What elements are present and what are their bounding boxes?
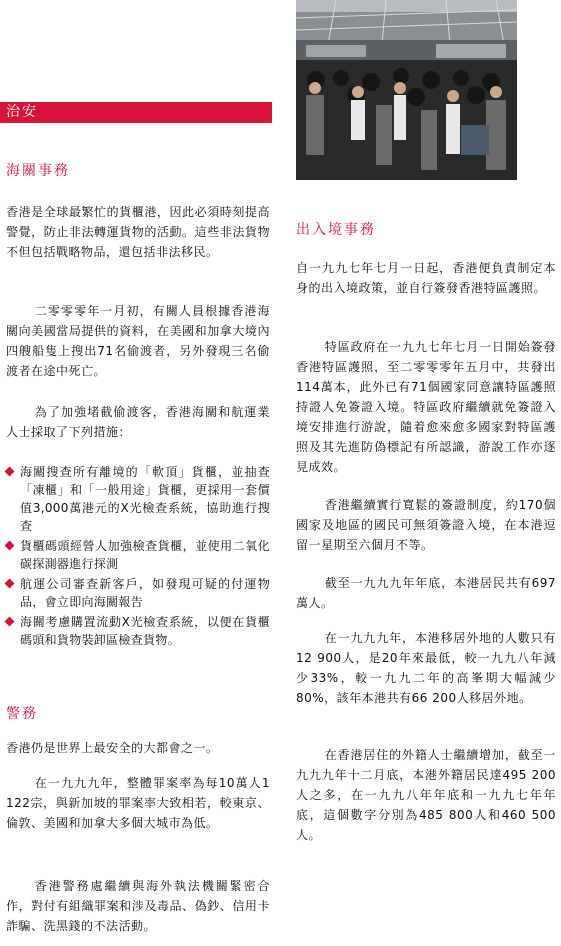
police-paragraph-3: 香港警務處繼續與海外執法機關緊密合作，對付有組織罪案和涉及毒品、偽鈔、信用卡詐騙、洗黑錢的不法活動。	[6, 879, 270, 933]
immigration-paragraph-4: 截至一九九九年年底，本港居民共有697萬人。	[296, 576, 556, 610]
customs-heading: 海關事務	[6, 163, 70, 179]
immigration-paragraph-6: 在香港居住的外籍人士繼續增加，截至一九九九年十二月底，本港外籍居民達495 200人之多，在一九九八年年底和一九九七年年底，這個數字分別為485 800人和460 500人。	[296, 748, 556, 842]
customs-paragraph-3: 為了加強堵截偷渡客，香港海關和航運業人士採取了下列措施：	[6, 405, 270, 439]
immigration-paragraph-3: 香港繼續實行寬鬆的簽證制度，約170個國家及地區的國民可無須簽證入境，在本港逗留一星期至六個月不等。	[296, 498, 556, 552]
measure-text: 海關搜查所有離境的「軟頂」貨櫃，並抽查「凍櫃」和「一般用途」貨櫃，更採用一套價值3,000萬港元的X光檢查系統，協助進行搜查	[20, 465, 270, 533]
measure-text: 海關考慮購置流動X光檢查系統，以便在貨櫃碼頭和貨物裝卸區檢查貨物。	[20, 615, 270, 647]
list-item	[6, 463, 270, 535]
airport-crowd-photo	[296, 0, 517, 180]
bullet-icon	[5, 541, 15, 551]
police-paragraph-1: 香港仍是世界上最安全的大都會之一。	[6, 741, 219, 755]
bullet-icon	[5, 467, 15, 477]
measure-text: 貨櫃碼頭經營人加強檢查貨櫃，並使用二氧化碳探測器進行探測	[20, 539, 270, 571]
customs-measures-list	[6, 463, 270, 651]
customs-paragraph-2: 二零零零年一月初，有關人員根據香港海關向美國當局提供的資料，在美國和加拿大境內四艘船隻上搜出71名偷渡者，另外發現三名偷渡者在途中死亡。	[6, 304, 270, 378]
list-item	[6, 537, 270, 573]
customs-paragraph-1: 香港是全球最繁忙的貨櫃港，因此必須時刻提高警覺，防止非法轉運貨物的活動。這些非法貨物不但包括戰略物品，還包括非法移民。	[6, 205, 270, 259]
list-item	[6, 613, 270, 649]
list-item	[6, 575, 270, 611]
bullet-icon	[5, 579, 15, 589]
police-heading: 警務	[6, 706, 38, 722]
bullet-icon	[5, 617, 15, 627]
photo-illustration	[296, 0, 517, 180]
section-band: 治安	[0, 102, 272, 123]
immigration-paragraph-2: 特區政府在一九九七年七月一日開始簽發香港特區護照，至二零零零年五月中，共發出114萬本，此外已有71個國家同意讓特區護照持證人免簽證入境。特區政府繼續就免簽證入境安排進行游說，隨着愈來愈多國家對特區護照及其先進防偽標記有所認識，游說工作亦逐見成效。	[296, 340, 556, 474]
measure-text: 航運公司審查新客戶，如發現可疑的付運物品，會立即向海關報告	[20, 577, 270, 609]
police-paragraph-2: 在一九九九年，整體罪案率為每10萬人1 122宗，與新加坡的罪案率大致相若，較東京、倫敦、美國和加拿大多個大城市為低。	[6, 776, 270, 830]
immigration-paragraph-1: 自一九九七年七月一日起，香港便負責制定本身的出入境政策，並自行簽發香港特區護照。	[296, 261, 556, 295]
immigration-paragraph-5: 在一九九九年，本港移居外地的人數只有12 900人，是20年來最低，較一九九八年減少33%，較一九九二年的高峯期大幅減少80%，該年本港共有66 200人移居外地。	[296, 631, 556, 705]
immigration-heading: 出入境事務	[296, 222, 376, 238]
